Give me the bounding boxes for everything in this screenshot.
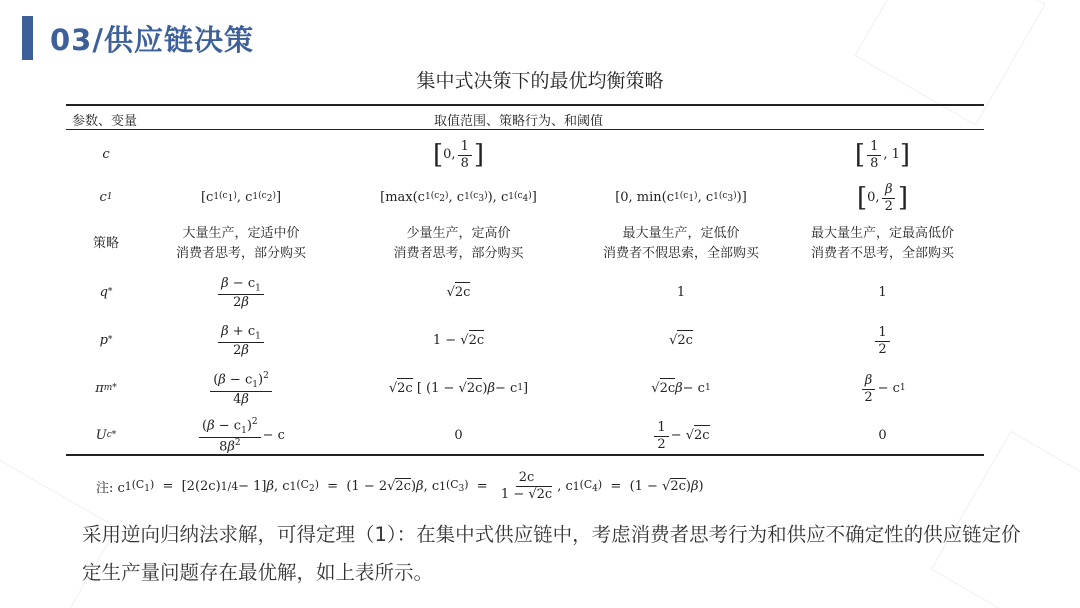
table-row-c1 — [66, 178, 984, 218]
table-cell: 最大量生产，定低价 消费者不假思索，全部购买 — [602, 225, 759, 261]
table-cell: [ 0, $\frac{1}{8}$ ] — [433, 138, 484, 171]
table-cell: 0 — [454, 427, 463, 443]
table-cell: 最大量生产，定最高低价 消费者不思考，全部购买 — [810, 225, 954, 261]
table-cell: √ 2c — [336, 270, 581, 316]
table-cell: [ 0, $\frac{\beta}{2}$ ] — [857, 181, 908, 214]
table-cell: 1 — [676, 284, 686, 300]
table-footnote: 注: c 1 $(C_1)$ = [2(2c) 1/4 − 1] β , c 1 $(C_2)$ = (1 − 2√ 2c ) β , c 1 $(C_3)$ = $\frac{2c}{1 - √2c}$ , c 1 $(C_4)$ = (1 − √ 2c ) β ) — [96, 470, 704, 502]
row-label: q * — [99, 284, 113, 300]
table-cell: √ 2c — [581, 318, 781, 364]
row-label: 策略 — [92, 235, 119, 251]
table-row-u — [66, 414, 984, 458]
row-label: U c * — [95, 427, 117, 443]
row-label: π m * — [95, 380, 117, 396]
table-row-pi — [66, 366, 984, 412]
row-label: c — [102, 146, 110, 162]
header-range: 取值范围、策略行为、和阈值 — [434, 114, 604, 129]
body-paragraph: 采用逆向归纳法求解，可得定理（1）：在集中式供应链中，考虑消费者思考行为和供应不确定性的供应链定价定生产量问题存在最优解，如上表所示。 — [82, 523, 1021, 584]
table-cell: $\frac{\beta + c_1}{2\beta}$ — [146, 318, 336, 364]
table-cell: 1 — [878, 284, 887, 300]
row-label: p * — [99, 332, 113, 348]
table-cell: $\frac{(\beta - c_1)^2}{8\beta^2}$ − c — [146, 414, 336, 458]
table-row-strategy — [66, 220, 984, 268]
row-label: c 1 — [99, 189, 113, 205]
table-cell: 大量生产，定适中价 消费者思考，部分购买 — [175, 225, 306, 261]
table-row-c — [66, 132, 984, 178]
table-cell: √ 2c [ (1 − √ 2c ) β − c 1 ] — [336, 366, 581, 412]
header-accent-bar — [22, 16, 33, 60]
table-cell: $\frac{\beta - c_1}{2\beta}$ — [146, 270, 336, 316]
equilibrium-table — [66, 104, 984, 456]
header-param: 参数、变量 — [72, 114, 138, 129]
table-cell: 1 − √ 2c — [336, 318, 581, 364]
table-cell: √ 2c β − c 1 — [581, 366, 781, 412]
table-cell: $\frac{1}{2}$ − √ 2c — [581, 414, 781, 458]
table-cell: 0 — [878, 427, 887, 443]
table-row-p — [66, 318, 984, 364]
table-cell: $\frac{\beta}{2}$ − c 1 — [781, 366, 984, 412]
table-cell: [c 1 $(c_1)$ , c 1 $(c_2)$ ] — [200, 189, 282, 205]
table-cell: [0, min(c 1 $(c_1)$ , c 1 $(c_3)$ )] — [615, 189, 747, 205]
table-cell: $\frac{1}{2}$ — [781, 318, 984, 364]
slide-title: 03/供应链决策 — [50, 23, 254, 57]
table-row-q — [66, 270, 984, 316]
table-header-row — [66, 106, 984, 130]
table-cell: [ $\frac{1}{8}$ , 1 ] — [854, 138, 911, 171]
table-cell: [max(c 1 $(c_2)$ , c 1 $(c_3)$ ), c 1 $(c_4)$ ] — [380, 189, 537, 205]
table-caption: 集中式决策下的最优均衡策略 — [416, 70, 664, 92]
table-cell: $\frac{(\beta - c_1)^2}{4\beta}$ — [146, 366, 336, 412]
table-cell: 少量生产，定高价 消费者思考，部分购买 — [393, 225, 524, 261]
